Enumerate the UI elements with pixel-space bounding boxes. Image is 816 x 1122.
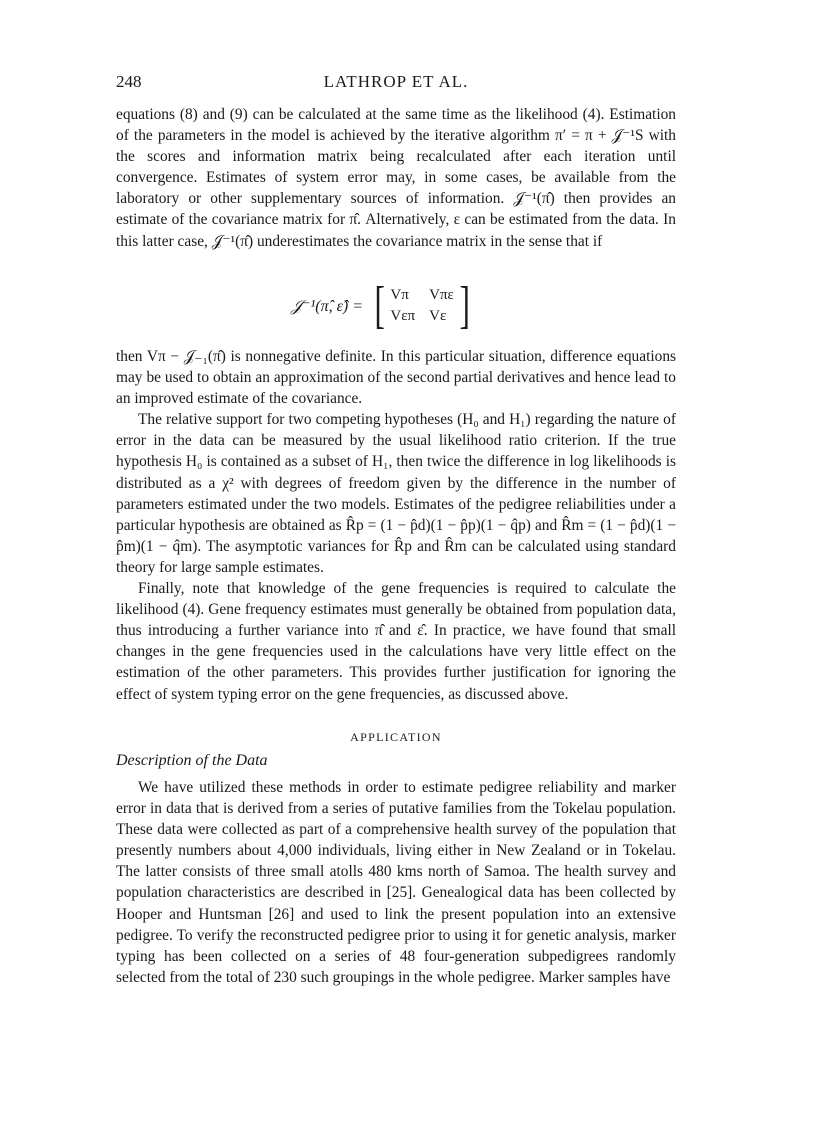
body-text-bottom — [116, 777, 676, 988]
matrix-cell: Vεπ — [390, 308, 416, 324]
covariance-matrix — [371, 277, 473, 334]
matrix-cell: Vε — [429, 308, 447, 324]
left-bracket: [ — [374, 277, 385, 334]
section-heading: APPLICATION — [350, 730, 442, 744]
body-text-top — [116, 104, 676, 252]
paragraph: equations (8) and (9) can be calculated at the same time as the likelihood (4). Estimation of the parameters in the model is achieved by the iterative algorithm π′ = π + 𝒥⁻¹S with the scores and information matrix being recalculated after each iteration until convergence. Estimates of system error may, in some cases, be available from the laboratory or other supplementary sources of information. 𝒥⁻¹(π̂) then provides an estimate of the covariance matrix for π̂. Alternatively, ε can be estimated from the data. In this latter case, 𝒥⁻¹(π̂) underestimates the covariance matrix in the sense that if — [116, 106, 676, 250]
covariance-equation — [116, 277, 676, 334]
body-text-middle — [116, 346, 676, 705]
paragraph: The relative support for two competing hypotheses (H₀ and H₁) regarding the nature of error in the data can be measured by the usual likelihood ratio criterion. If the true hypothesis H₀ is contained as a subset of H₁, then twice the difference in log likelihoods is distributed as a χ² with degrees of freedom given by the difference in the number of parameters estimated under the two models. Estimates of the pedigree reliabilities under a particular hypothesis are obtained as R̂p = (1 − p̂d)(1 − p̂p)(1 − q̂p) and R̂m = (1 − p̂d)(1 − p̂m)(1 − q̂m). The asymptotic variances for R̂p and R̂m can be calculated using standard theory for large sample estimates. — [116, 411, 676, 576]
matrix-cell: Vπ — [390, 287, 409, 303]
matrix-cell: Vπε — [429, 287, 454, 303]
paragraph: then Vπ − 𝒥₋₁(π̂) is nonnegative definite. In this particular situation, difference equations may be used to obtain an approximation of the second partial derivatives and hence lead to an improved estimate of the covariance. — [116, 348, 676, 408]
page-number: 248 — [116, 72, 142, 91]
page-header — [116, 72, 676, 96]
equation — [291, 277, 473, 334]
paragraph: Finally, note that knowledge of the gene frequencies is required to calculate the likelihood (4). Gene frequency estimates must generally be obtained from population data, thus introducing a further variance into π̂ and ε̂. In practice, we have found that small changes in the gene frequencies used in the calculations have very little effect on the estimation of the other parameters. This provides further justification for ignoring the effect of system typing error on the gene frequencies, as discussed above. — [116, 580, 676, 703]
running-title: LATHROP ET AL. — [323, 72, 469, 91]
right-bracket: ] — [459, 277, 470, 334]
equation-lhs: 𝒥⁻¹(π̂, ε̂) = — [291, 298, 364, 315]
paragraph: We have utilized these methods in order to estimate pedigree reliability and marker error in data that is derived from a series of putative families from the Tokelau population. These data were collected as part of a comprehensive health survey of the population that presently numbers about 4,000 individuals, living either in New Zealand or in Tokelau. The latter consists of three small atolls 480 kms north of Samoa. The health survey and population characteristics are described in [25]. Genealogical data has been collected by Hooper and Huntsman [26] and used to link the present population into an extensive pedigree. To verify the reconstructed pedigree prior to using it for genetic analysis, marker typing has been collected on a series of 48 four-generation subpedigrees randomly selected from the total of 230 such groupings in the whole pedigree. Marker samples have — [116, 779, 676, 986]
subsection-heading: Description of the Data — [116, 752, 268, 769]
